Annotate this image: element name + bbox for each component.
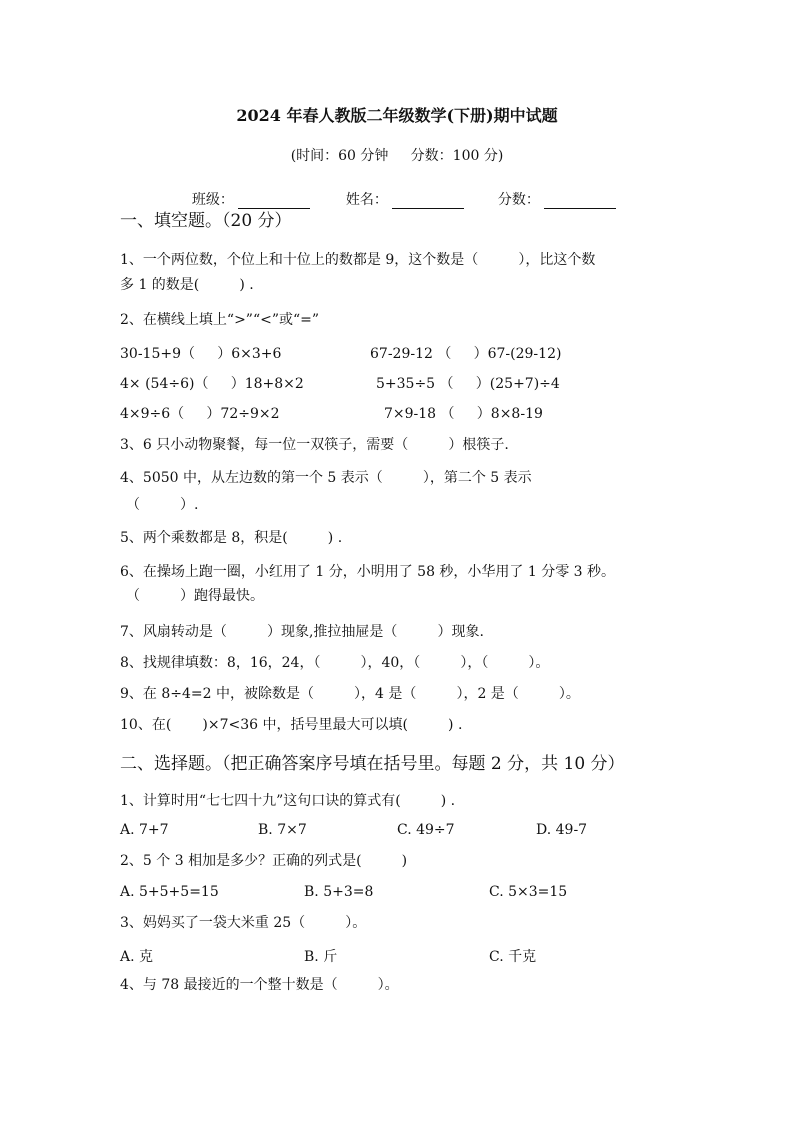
choice-question-3: 3、妈妈买了一袋大米重 25（ ）。	[120, 915, 367, 931]
compare-3: 4× (54÷6)（ ）18+8×2	[120, 376, 304, 392]
score-field	[489, 173, 616, 209]
choice-3-option-c: C. 千克	[489, 949, 537, 965]
choice-3-option-b: B. 斤	[304, 949, 338, 965]
score-blank	[544, 194, 616, 209]
question-8: 8、找规律填数：8，16，24，（ ），40，（ ），（ ）。	[120, 655, 550, 671]
compare-6: 7×9-18 （ ）8×8-19	[384, 406, 543, 422]
compare-1: 30-15+9（ ）6×3+6	[120, 346, 282, 362]
name-blank	[392, 194, 464, 209]
question-5: 5、两个乘数都是 8，积是( ) .	[120, 530, 343, 546]
compare-2: 67-29-12 （ ）67-(29-12)	[370, 346, 562, 362]
choice-1-option-c: C. 49÷7	[397, 822, 455, 838]
choice-1-option-d: D. 49-7	[536, 822, 588, 838]
question-2: 2、在横线上填上“>”“<”或“=”	[120, 312, 320, 328]
name-label: 姓名：	[345, 192, 388, 208]
question-1-line-2: 多 1 的数是( ) .	[120, 277, 254, 293]
exam-time-score: (时间：60 分钟 分数：100 分)	[290, 148, 504, 164]
choice-2-option-b: B. 5+3=8	[304, 884, 374, 900]
section2-heading: 二、选择题。（把正确答案序号填在括号里。每题 2 分，共 10 分）	[120, 754, 625, 774]
question-7: 7、风扇转动是（ ）现象,推拉抽屉是（ ）现象.	[120, 624, 484, 640]
score-label: 分数：	[497, 192, 540, 208]
section1-heading: 一、填空题。（20 分）	[120, 211, 292, 231]
choice-2-option-a: A. 5+5+5=15	[120, 884, 219, 900]
question-4-line-1: 4、5050 中，从左边数的第一个 5 表示（ ），第二个 5 表示	[120, 470, 532, 486]
choice-2-option-c: C. 5×3=15	[489, 884, 568, 900]
choice-question-2: 2、5 个 3 相加是多少？正确的列式是( )	[120, 853, 408, 869]
question-6-line-2: （ ）跑得最快。	[126, 588, 265, 604]
question-3: 3、6 只小动物聚餐，每一位一双筷子，需要（ ）根筷子.	[120, 437, 509, 453]
question-4-line-2: （ ）.	[126, 497, 199, 513]
class-field	[183, 173, 310, 209]
choice-question-4: 4、与 78 最接近的一个整十数是（ ）。	[120, 977, 399, 993]
compare-4: 5+35÷5 （ ）(25+7)÷4	[376, 376, 560, 392]
class-label: 班级：	[191, 192, 234, 208]
question-9: 9、在 8÷4=2 中，被除数是（ ），4 是（ ），2 是（ ）。	[120, 686, 580, 702]
question-10: 10、在( )×7<36 中，括号里最大可以填( ) .	[120, 717, 463, 733]
question-1-line-1: 1、一个两位数，个位上和十位上的数都是 9，这个数是（ ），比这个数	[120, 252, 596, 268]
choice-1-option-b: B. 7×7	[258, 822, 307, 838]
name-field	[337, 173, 464, 209]
compare-5: 4×9÷6（ ）72÷9×2	[120, 406, 280, 422]
choice-3-option-a: A. 克	[120, 949, 154, 965]
choice-1-option-a: A. 7+7	[120, 822, 169, 838]
question-6-line-1: 6、在操场上跑一圈，小红用了 1 分，小明用了 58 秒，小华用了 1 分零 3 秒。	[120, 564, 616, 580]
choice-question-1: 1、计算时用“七七四十九”这句口诀的算式有( ) .	[120, 793, 456, 809]
page-title: 2024 年春人教版二年级数学(下册)期中试题	[236, 106, 558, 125]
